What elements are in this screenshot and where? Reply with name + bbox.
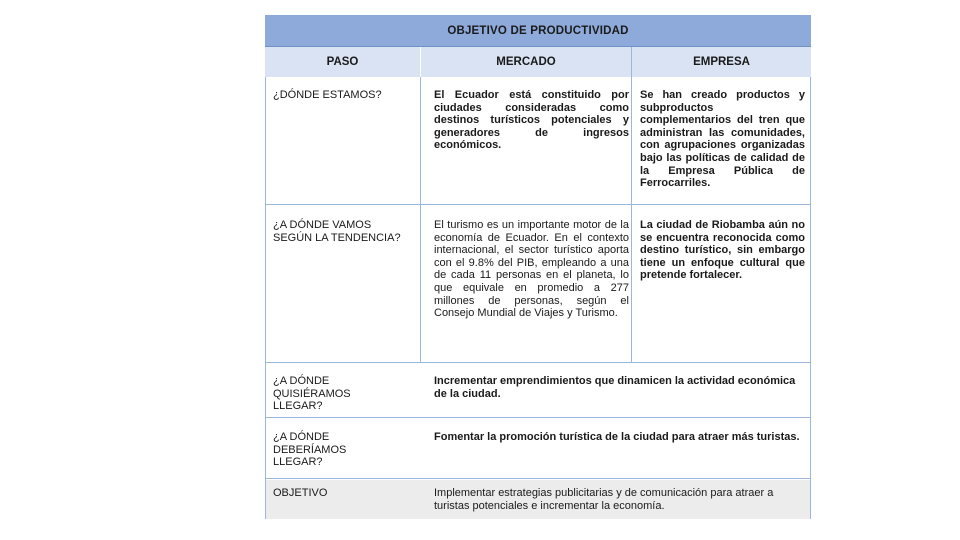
productivity-objective-table	[265, 15, 811, 519]
row2-empresa: La ciudad de Riobamba aún no se encuentra reconocida como destino turístico, sin embargo tiene un enfoque cultural que pretende fortalecer.	[640, 219, 805, 282]
header-mercado: MERCADO	[421, 47, 631, 77]
row1-empresa: Se han creado productos y subproductos complementarios del tren que administran las comunidades, con agrupaciones organizadas bajo las políticas de calidad de la Empresa Pública de Ferrocarriles.	[640, 89, 805, 190]
row5-paso: OBJETIVO	[273, 487, 328, 499]
row4-merged: Fomentar la promoción turística de la ciudad para atraer más turistas.	[434, 431, 800, 443]
grid-line	[265, 204, 811, 205]
row1-paso: ¿DÓNDE ESTAMOS?	[273, 89, 382, 101]
grid-line	[810, 77, 811, 519]
row3-paso: ¿A DÓNDE QUISIÉRAMOS LLEGAR?	[273, 375, 351, 413]
grid-line	[265, 362, 811, 363]
row2-mercado: El turismo es un importante motor de la economía de Ecuador. En el contexto internacional, el sector turístico aporta con el 9.8% del PIB, empleando a una de cada 11 personas en el planeta, lo que equivale en promedio a 277 millones de personas, según el Consejo Mundial de Viajes y Turismo.	[434, 219, 629, 320]
row4-paso: ¿A DÓNDE DEBERÍAMOS LLEGAR?	[273, 431, 347, 469]
header-empresa: EMPRESA	[632, 47, 811, 77]
header-paso: PASO	[265, 47, 420, 77]
row3-merged: Incrementar emprendimientos que dinamicen la actividad económica de la ciudad.	[434, 375, 796, 400]
grid-line	[265, 478, 811, 479]
grid-line	[265, 417, 811, 418]
grid-line	[265, 77, 266, 519]
row2-paso: ¿A DÓNDE VAMOS SEGÚN LA TENDENCIA?	[273, 219, 401, 244]
row5-merged: Implementar estrategias publicitarias y de comunicación para atraer a turistas potenciales e incrementar la economía.	[434, 487, 774, 512]
table-title: OBJETIVO DE PRODUCTIVIDAD	[265, 15, 811, 47]
grid-line	[420, 77, 421, 362]
row1-mercado: El Ecuador está constituido por ciudades consideradas como destinos turísticos potenciales y generadores de ingresos económicos.	[434, 89, 629, 152]
